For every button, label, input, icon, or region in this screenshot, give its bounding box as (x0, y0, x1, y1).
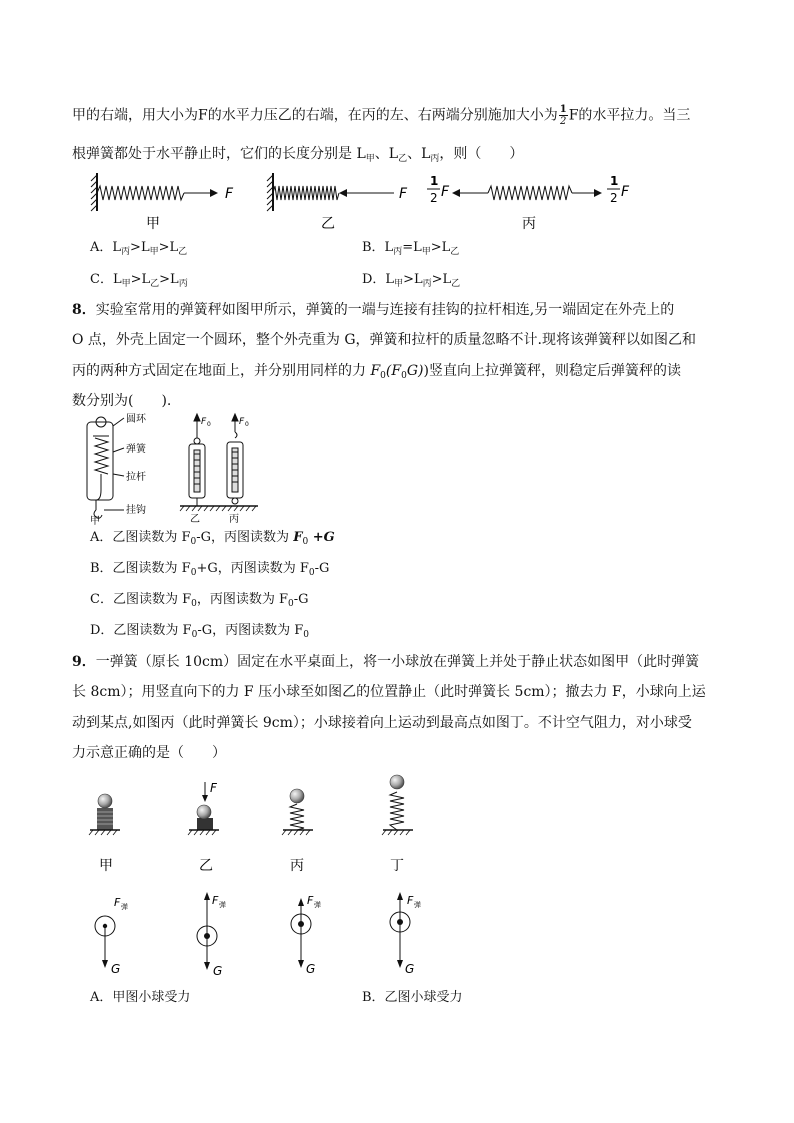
svg-text:0: 0 (207, 421, 211, 428)
q7-half-fraction: $\frac{1}{2}$ (559, 104, 567, 127)
svg-text:2: 2 (430, 191, 438, 205)
svg-text:G: G (306, 962, 316, 976)
q8-number: 8． (72, 302, 96, 318)
q9-state-ding (382, 775, 413, 874)
q8-spring-scale-figure (0, 412, 794, 527)
q9-stem-line-1: 9．一弹簧（原长 10cm）固定在水平桌面上，将一小球放在弹簧上并处于静止状态如图甲（此时弹簧 (72, 654, 700, 670)
q9-caption-bing: 丙 (290, 858, 304, 874)
q9-caption-yi: 乙 (199, 858, 213, 874)
q7-option-b[interactable]: B．$L_丙=L_甲>L_乙$ (362, 240, 460, 257)
svg-text:F: F (307, 894, 314, 907)
q7-jia-force-label: F (225, 186, 234, 202)
q7-option-d[interactable]: D．$L_甲>L_丙>L_乙$ (362, 272, 461, 289)
spring-bing (427, 174, 630, 232)
q9-option-a[interactable]: A．甲图小球受力 (90, 990, 191, 1005)
q7-bing-left-force-label: F (441, 184, 450, 200)
q7-stem-line-1 (72, 104, 690, 127)
q9-state-jia (89, 794, 120, 874)
q8-option-c[interactable]: C．乙图读数为 $F_0$，丙图读数为 $F_0-G$ (90, 592, 309, 609)
svg-text:1: 1 (610, 174, 619, 188)
q7-caption-bing: 丙 (522, 216, 536, 232)
q9-stem-line-4: 力示意正确的是（ ） (72, 745, 226, 761)
q9-force-diagrams (0, 890, 794, 985)
q8-option-a[interactable]: A．乙图读数为 $F_0-G$，丙图读数为 $F_0 +G$ (90, 530, 335, 547)
q8-stem-line-1: 8．实验室常用的弹簧秤如图甲所示，弹簧的一端与连接有挂钩的拉杆相连,另一端固定在外壳上的 (72, 302, 675, 318)
q9-force-diagram-b (197, 892, 226, 978)
q9-state-bing (282, 789, 313, 874)
ball-icon (197, 805, 211, 819)
ball-icon (98, 794, 112, 808)
q9-option-b[interactable]: B．乙图小球受力 (362, 990, 463, 1005)
svg-text:F: F (114, 896, 121, 909)
q8-label-spring: 弹簧 (126, 444, 146, 455)
svg-text:2: 2 (610, 191, 618, 205)
spring-jia (91, 173, 234, 232)
q8-option-d[interactable]: D．乙图读数为 $F_0-G$，丙图读数为 $F_0$ (90, 623, 309, 640)
svg-text:1: 1 (430, 174, 439, 188)
svg-text:G: G (213, 964, 223, 978)
q9-ball-spring-figure (0, 770, 794, 880)
q8-stem-line-2: O 点，外壳上固定一个圆环，整个外壳重为 G，弹簧和拉杆的质量忽略不计.现将该弹簧秤以如图乙和 (72, 332, 697, 348)
svg-text:G: G (405, 962, 415, 976)
svg-text:弹: 弹 (414, 901, 421, 909)
q7-option-a[interactable]: A．$L_丙>L_甲>L_乙$ (90, 240, 188, 257)
svg-text:F: F (201, 417, 207, 427)
q7-caption-yi: 乙 (321, 216, 335, 232)
q9-state-yi (188, 781, 219, 874)
q8-caption-jia: 甲 (90, 516, 100, 527)
q9-stem-line-2: 长 8cm）；用竖直向下的力 F 压小球至如图乙的位置静止（此时弹簧长 5cm）；撤去力 F，小球向上运 (72, 684, 706, 700)
q7-stem-text-1a: 甲的右端，用大小为F的水平力压乙的右端，在丙的左、右两端分别施加大小为 (72, 107, 558, 124)
q7-stem-text-1b: F的水平拉力。当三 (568, 107, 691, 124)
svg-text:G: G (111, 962, 121, 976)
q9-caption-ding: 丁 (390, 858, 404, 874)
q9-press-force-label: F (210, 781, 217, 795)
q9-number: 9． (72, 654, 96, 670)
q8-caption-bing: 丙 (229, 514, 239, 525)
q8-caption-yi: 乙 (190, 514, 200, 525)
q7-yi-force-label: F (399, 186, 408, 202)
svg-text:弹: 弹 (314, 901, 321, 909)
q8-label-pullrod: 拉杆 (126, 472, 146, 483)
svg-text:弹: 弹 (121, 903, 128, 911)
q8-scale-yi (189, 414, 205, 506)
q7-option-c[interactable]: C．$L_甲>L_乙>L_丙$ (90, 272, 188, 289)
svg-text:F: F (239, 417, 245, 427)
q8-scale-bing (227, 414, 243, 504)
svg-text:弹: 弹 (219, 901, 226, 909)
q9-force-diagram-c (291, 894, 321, 976)
q8-label-hook: 挂钩 (126, 505, 146, 516)
q9-force-diagram-a (95, 896, 128, 976)
q8-label-ring: 圆环 (126, 414, 146, 425)
spring-yi (267, 173, 408, 232)
q7-caption-jia: 甲 (146, 216, 160, 232)
svg-text:0: 0 (245, 421, 249, 428)
ball-icon (390, 775, 404, 789)
q7-springs-figure (0, 165, 794, 240)
q9-caption-jia: 甲 (99, 858, 113, 874)
q8-stem-line-4: 数分别为( ). (72, 393, 172, 409)
ball-icon (290, 789, 304, 803)
q9-force-diagram-d (390, 892, 421, 976)
q7-bing-right-force-label: F (621, 184, 630, 200)
svg-text:F: F (407, 894, 414, 907)
q8-stem-line-3: 丙的两种方式固定在地面上，并分别用同样的力 $F_0(F_0G)$)竖直向上拉弹簧秤，则稳定后弹簧秤的读 (72, 363, 681, 381)
q9-stem-line-3: 动到某点,如图丙（此时弹簧长 9cm）；小球接着向上运动到最高点如图丁。不计空气阻力，对小球受 (72, 715, 692, 731)
q8-option-b[interactable]: B．乙图读数为 $F_0+G$，丙图读数为 $F_0-G$ (90, 561, 330, 578)
svg-text:F: F (212, 894, 219, 907)
q7-stem-line-2: 根弹簧都处于水平静止时，它们的长度分别是 $L_甲$、$L_乙$、$L_丙$，则（ ） (72, 146, 524, 164)
q8-scale-jia (87, 417, 124, 518)
